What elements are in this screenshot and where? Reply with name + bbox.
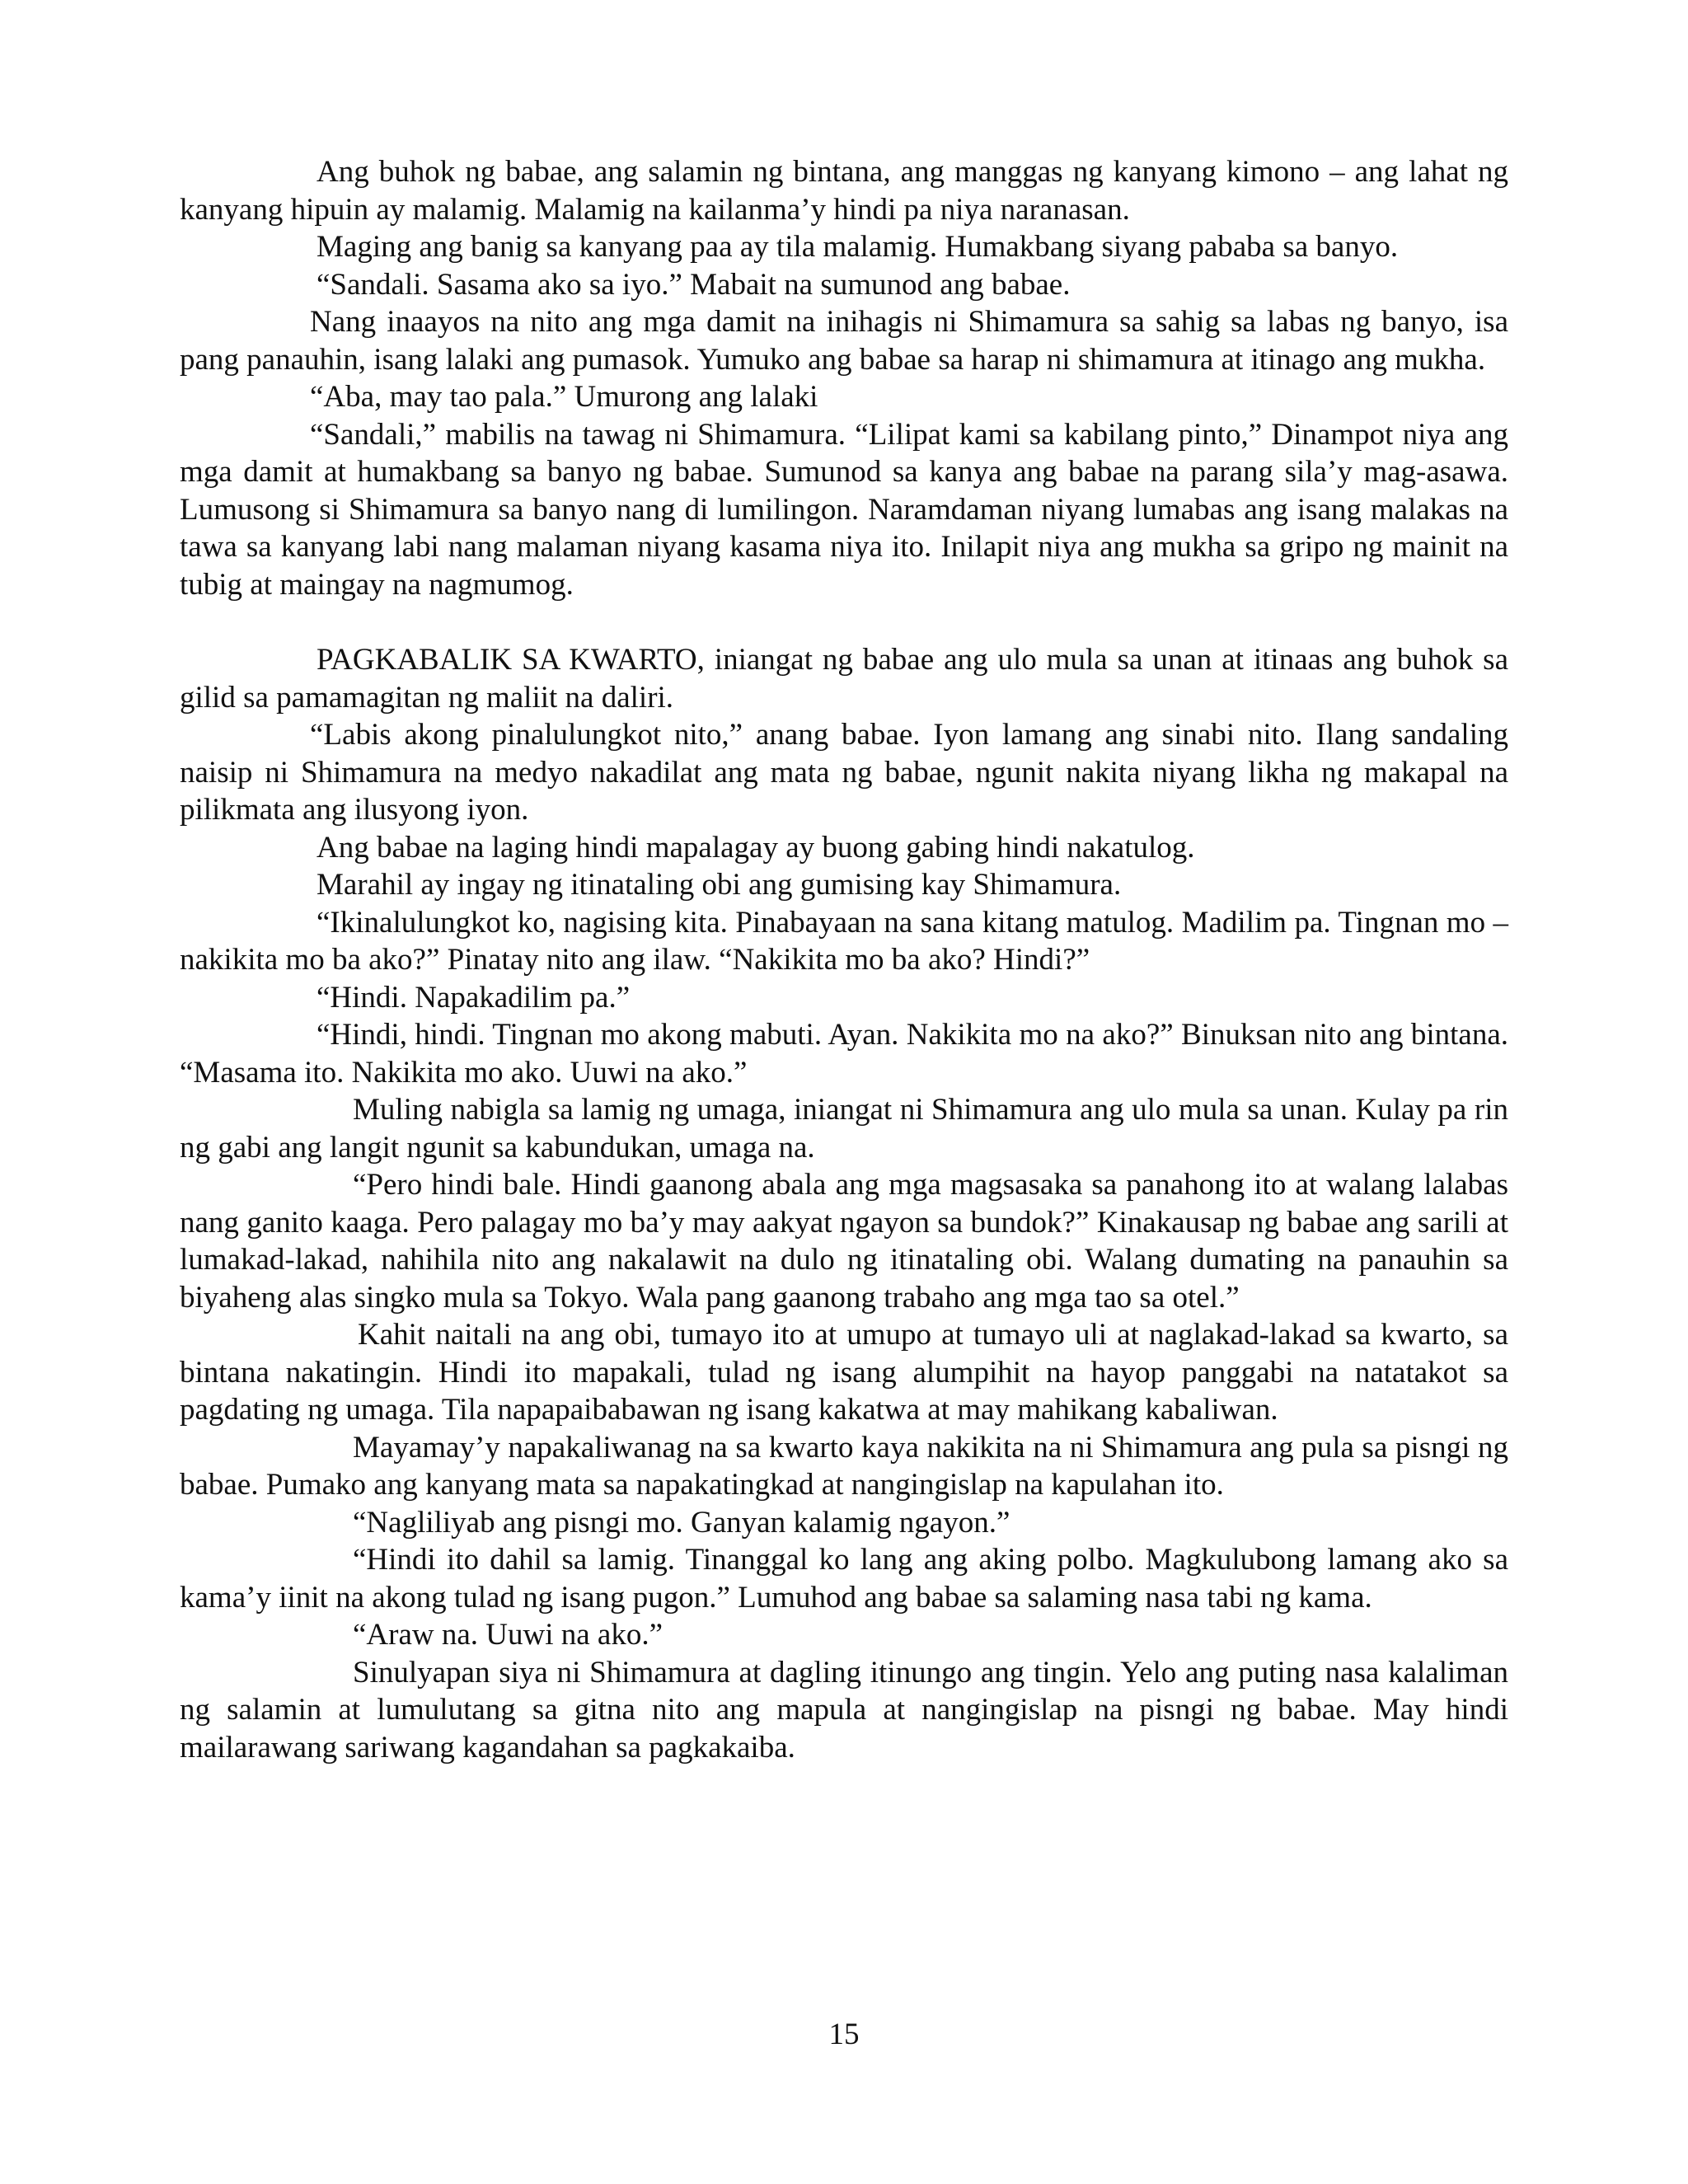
paragraph-3: “Sandali. Sasama ako sa iyo.” Mabait na sumunod ang babae. — [316, 267, 1071, 302]
paragraph-6: “Sandali,” mabilis na tawag ni Shimamura. “Lilipat kami sa kabilang pinto,” Dinampot niya ang mga damit at humakbang sa banyo ng babae. Sumunod sa kanya ang babae na parang sila’y mag-asawa. Lumusong si Shimamura sa banyo nang di lumilingon. Naramdaman niyang lumabas ang isang malakas na tawa sa kanyang labi nang malaman niyang kasama niya ito. Inilapit niya ang mukha sa gripo ng mainit na tubig at maingay na nagmumog. — [180, 417, 1508, 602]
paragraph-4: Nang inaayos na nito ang mga damit na inihagis ni Shimamura sa sahig sa labas ng banyo, isa pang panauhin, isang lalaki ang pumasok. Yumuko ang babae sa harap ni shimamura at itinago ang mukha. — [180, 305, 1508, 377]
paragraph-1: Ang buhok ng babae, ang salamin ng bintana, ang manggas ng kanyang kimono – ang lahat ng kanyang hipuin ay malamig. Malamig na kailanma’y hindi pa niya naranasan. — [180, 155, 1508, 227]
paragraph-14: Muling nabigla sa lamig ng umaga, iniangat ni Shimamura ang ulo mula sa unan. Kulay pa rin ng gabi ang langit ngunit sa kabundukan, umaga na. — [180, 1093, 1508, 1165]
paragraph-13: “Hindi, hindi. Tingnan mo akong mabuti. Ayan. Nakikita mo na ako?” Binuksan nito ang bintana. “Masama ito. Nakikita mo ako. Uuwi na ako.” — [180, 1018, 1508, 1090]
body-text — [180, 153, 1508, 1766]
paragraph-9: Ang babae na laging hindi mapalagay ay buong gabing hindi nakatulog. — [316, 830, 1195, 865]
paragraph-7: PAGKABALIK SA KWARTO, iniangat ng babae ang ulo mula sa unan at itinaas ang buhok sa gilid sa pamamagitan ng maliit na daliri. — [180, 643, 1508, 715]
paragraph-18: “Nagliliyab ang pisngi mo. Ganyan kalamig ngayon.” — [353, 1505, 1010, 1540]
paragraph-21: Sinulyapan siya ni Shimamura at dagling itinungo ang tingin. Yelo ang puting nasa kalaliman ng salamin at lumulutang sa gitna nito ang mapula at nangingislap na pisngi ng babae. May hindi mailarawang sariwang kagandahan sa pagkakaiba. — [180, 1655, 1508, 1765]
paragraph-20: “Araw na. Uuwi na ako.” — [353, 1618, 663, 1652]
paragraph-10: Marahil ay ingay ng itinataling obi ang gumising kay Shimamura. — [316, 868, 1122, 902]
paragraph-8: “Labis akong pinalulungkot nito,” anang babae. Iyon lamang ang sinabi nito. Ilang sandaling naisip ni Shimamura na medyo nakadilat ang mata ng babae, ngunit nakita niyang likha ng makapal na pilikmata ang ilusyong iyon. — [180, 718, 1508, 827]
paragraph-16: Kahit naitali na ang obi, tumayo ito at umupo at tumayo uli at naglakad-lakad sa kwarto, sa bintana nakatingin. Hindi ito mapakali, tulad ng isang alumpihit na hayop panggabi na natatakot sa pagdating ng umaga. Tila napapaibabawan ng isang kakatwa at may mahikang kabaliwan. — [180, 1318, 1508, 1427]
paragraph-11: “Ikinalulungkot ko, nagising kita. Pinabayaan na sana kitang matulog. Madilim pa. Tingnan mo – nakikita mo ba ako?” Pinatay nito ang ilaw. “Nakikita mo ba ako? Hindi?” — [180, 905, 1508, 977]
paragraph-5: “Aba, may tao pala.” Umurong ang lalaki — [310, 380, 818, 414]
paragraph-12: “Hindi. Napakadilim pa.” — [316, 980, 631, 1015]
paragraph-17: Mayamay’y napakaliwanag na sa kwarto kaya nakikita na ni Shimamura ang pula sa pisngi ng babae. Pumako ang kanyang mata sa napakatingkad at nangingislap na kapulahan ito. — [180, 1430, 1508, 1502]
page-number: 15 — [828, 2018, 860, 2051]
paragraph-19: “Hindi ito dahil sa lamig. Tinanggal ko lang ang aking polbo. Magkulubong lamang ako sa kama’y iinit na akong tulad ng isang pugon.” Lumuhod ang babae sa salaming nasa tabi ng kama. — [180, 1543, 1508, 1615]
paragraph-15: “Pero hindi bale. Hindi gaanong abala ang mga magsasaka sa panahong ito at walang lalabas nang ganito kaaga. Pero palagay mo ba’y may aakyat ngayon sa bundok?” Kinakausap ng babae ang sarili at lumakad-lakad, nahihila nito ang nakalawit na dulo ng itinataling obi. Walang dumating na panauhin sa biyaheng alas singko mula sa Tokyo. Wala pang gaanong trabaho ang mga tao sa otel.” — [180, 1168, 1508, 1315]
paragraph-2: Maging ang banig sa kanyang paa ay tila malamig. Humakbang siyang pababa sa banyo. — [316, 230, 1399, 264]
